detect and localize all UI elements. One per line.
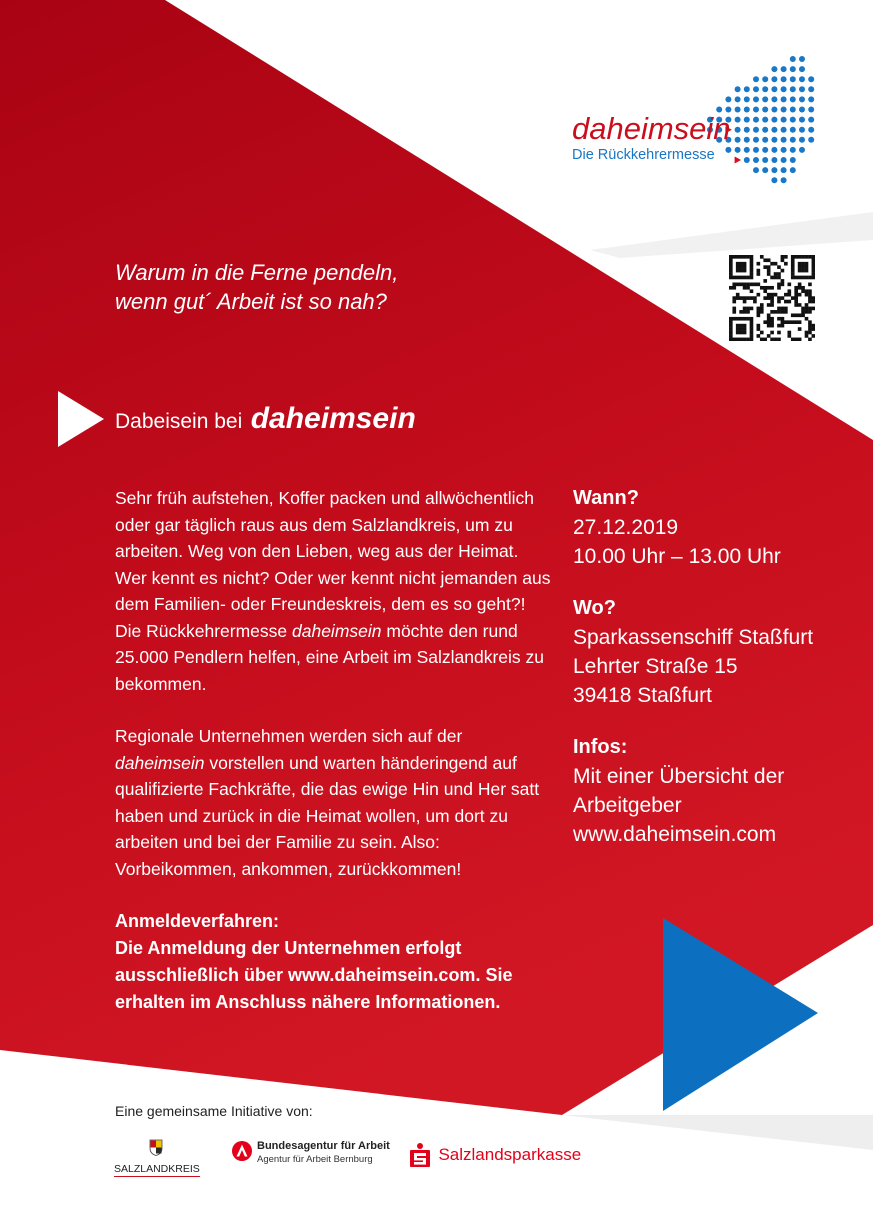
- headline-prefix: Dabeisein bei: [115, 410, 243, 433]
- venue-name: Sparkassenschiff Staßfurt: [573, 626, 814, 649]
- body-text: [115, 485, 555, 1016]
- when-label: Wann?: [573, 487, 639, 509]
- tagline-line-2: wenn gut´ Arbeit ist so nah?: [115, 289, 387, 314]
- infos-line-2: Arbeitgeber: [573, 794, 682, 817]
- headline-brand: daheimsein: [250, 402, 416, 435]
- partner-bundesagentur: [232, 1140, 390, 1166]
- infos-line-1: Mit einer Übersicht der: [573, 765, 785, 788]
- partner-salzlandkreis-label: SALZLANDKREIS: [114, 1163, 200, 1175]
- daheimsein-logo: [572, 112, 731, 164]
- event-time: 10.00 Uhr – 13.00 Uhr: [573, 545, 781, 568]
- partner-bundesagentur-name: Bundesagentur für Arbeit: [257, 1140, 390, 1152]
- infos-url[interactable]: www.daheimsein.com: [573, 823, 777, 846]
- grey-band-top: [590, 212, 873, 258]
- bundesagentur-logo-icon: [232, 1141, 252, 1161]
- event-date: 27.12.2019: [573, 516, 679, 539]
- partner-salzlandkreis: [114, 1139, 198, 1177]
- venue-street: Lehrter Straße 15: [573, 655, 738, 678]
- event-info: [573, 484, 863, 872]
- partner-sparkasse: [410, 1143, 581, 1167]
- tagline-line-1: Warum in die Ferne pendeln,: [115, 260, 399, 285]
- where-block: [573, 594, 863, 710]
- partner-bundesagentur-sub: Agentur für Arbeit Bernburg: [257, 1154, 373, 1165]
- registration-text: Die Anmeldung der Unternehmen erfolgt ausschließlich über www.daheimsein.com. Sie erhalten im Anschluss nähere Informationen.: [115, 938, 513, 1012]
- qr-code: [729, 255, 815, 341]
- infos-block: [573, 733, 863, 849]
- body-paragraph-2: Regionale Unternehmen werden sich auf der daheimsein vorstellen und warten händeringend auf qualifizierte Fachkräfte, die das ewige Hin und Her satt haben und zurück in die Heimat wollen, um dort zu arbeiten und bei der Familie zu sein. Also: Vorbeikommen, ankommen, zurückkommen!: [115, 726, 540, 879]
- partner-sparkasse-label: Salzlandsparkasse: [438, 1145, 582, 1164]
- when-block: [573, 484, 863, 571]
- infos-label: Infos:: [573, 736, 628, 758]
- where-label: Wo?: [573, 597, 616, 619]
- sparkasse-s-icon: [410, 1143, 430, 1167]
- headline: [115, 402, 416, 436]
- initiative-label: Eine gemeinsame Initiative von:: [115, 1103, 313, 1119]
- grey-band-bottom: [562, 1115, 873, 1150]
- tagline: [115, 258, 398, 316]
- registration-title: Anmeldeverfahren:: [115, 911, 280, 931]
- body-paragraph-1: Sehr früh aufstehen, Koffer packen und allwöchentlich oder gar täglich raus aus dem Salzlandkreis, um zu arbeiten. Weg von den Lieben, weg aus der Heimat. Wer kennt es nicht? Oder wer kennt nicht jemanden aus dem Familien- oder Freundeskreis, dem es so geht?! Die Rückkehrermesse daheimsein möchte den rund 25.000 Pendlern helfen, eine Arbeit im Salzlandkreis zu bekommen.: [115, 488, 551, 694]
- coat-of-arms-icon: [149, 1139, 163, 1156]
- logo-wordmark: daheimsein: [572, 111, 731, 146]
- venue-city: 39418 Staßfurt: [573, 684, 712, 707]
- logo-subtitle: Die Rückkehrermesse: [572, 147, 715, 163]
